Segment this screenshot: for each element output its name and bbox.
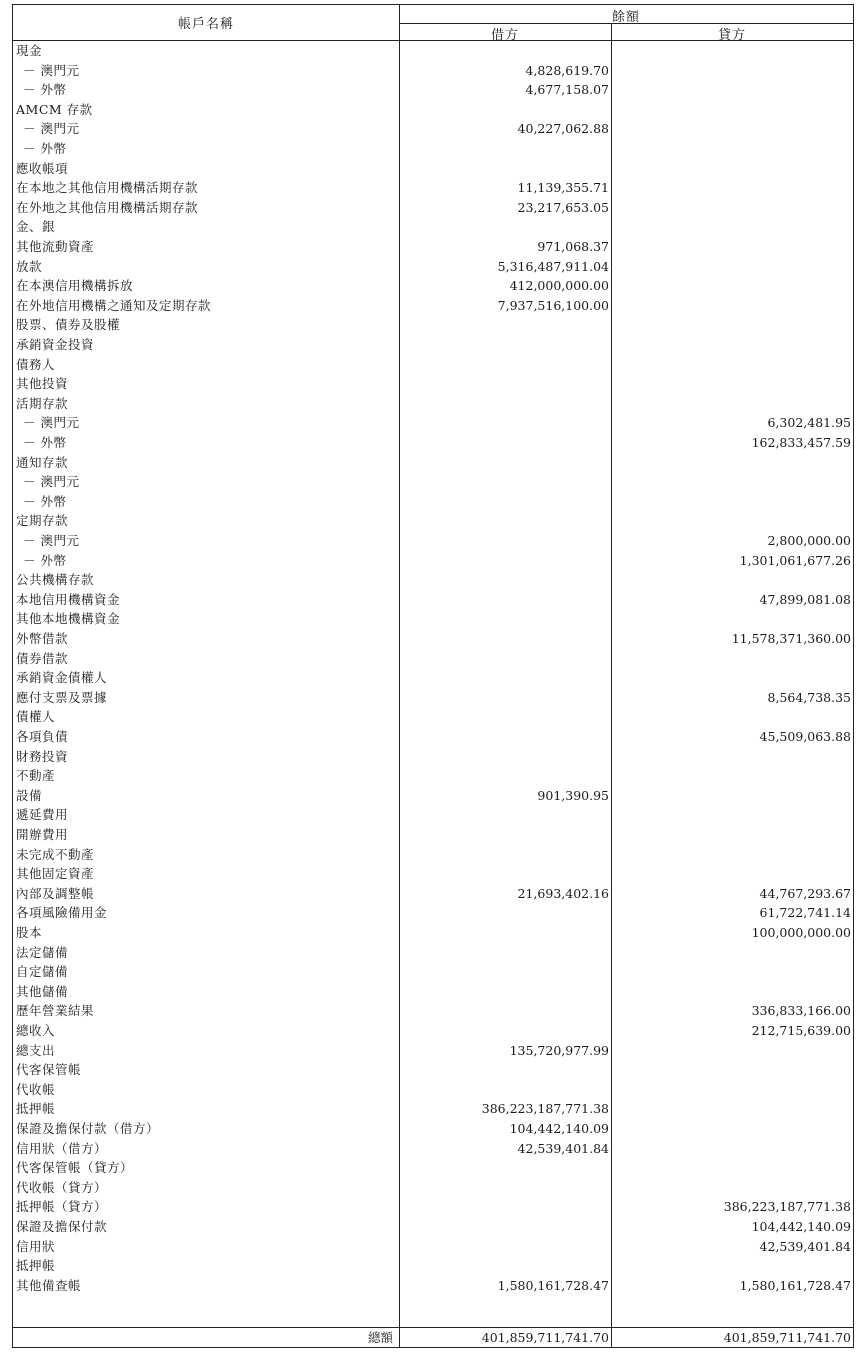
account-name: 外幣借款 [16, 631, 69, 646]
account-name: AMCM 存款 [16, 101, 93, 117]
account-name: － 澳門元 [23, 533, 80, 548]
table-row [13, 649, 853, 668]
total-credit: 401,859,711,741.70 [723, 1330, 851, 1345]
account-name: 本地信用機構資金 [16, 591, 121, 607]
debit-value: 42,539,401.84 [517, 1140, 609, 1156]
credit-value: 44,767,293.67 [759, 885, 851, 901]
account-name: － 外幣 [23, 435, 67, 450]
table-row [13, 335, 853, 354]
account-name: － 澳門元 [23, 62, 80, 78]
table-row [13, 864, 853, 883]
account-name: 總收入 [16, 1023, 56, 1038]
table-row [13, 1001, 853, 1020]
account-name: 在本地之其他信用機構活期存款 [16, 180, 199, 196]
table-row [13, 1021, 853, 1040]
account-name: 其他流動資產 [16, 239, 95, 254]
table-row [13, 413, 853, 432]
debit-value: 11,139,355.71 [517, 180, 609, 196]
account-name: 其他投資 [16, 376, 69, 392]
account-name: 歷年營業結果 [16, 1003, 95, 1019]
debit-value: 971,068.37 [537, 239, 609, 254]
table-row [13, 1041, 853, 1060]
account-name: 公共機構存款 [16, 572, 95, 588]
account-name: 內部及調整帳 [16, 885, 95, 901]
table-row [13, 727, 853, 746]
account-name: － 澳門元 [23, 474, 80, 490]
account-name: 其他固定資產 [16, 866, 95, 882]
credit-value: 100,000,000.00 [751, 925, 851, 940]
account-name: － 澳門元 [23, 121, 80, 137]
account-name: 承銷資金債權人 [16, 670, 108, 686]
account-name: － 澳門元 [23, 415, 80, 431]
account-name: 債券借款 [16, 650, 69, 666]
table-row [13, 315, 853, 334]
total-label: 總額 [367, 1330, 393, 1345]
table-row [13, 786, 853, 805]
account-name: 抵押帳（貸方） [16, 1199, 108, 1215]
table-row [13, 805, 853, 824]
credit-value: 42,539,401.84 [759, 1238, 851, 1254]
account-name: 定期存款 [16, 513, 69, 529]
debit-value: 901,390.95 [537, 787, 609, 803]
account-name: 代客保管帳 [16, 1062, 82, 1078]
debit-value: 386,223,187,771.38 [481, 1101, 609, 1117]
account-name: 未完成不動產 [16, 846, 95, 862]
account-name: － 外幣 [23, 552, 67, 568]
table-row [13, 551, 853, 570]
table-row [13, 1256, 853, 1275]
table-row [13, 668, 853, 687]
account-name: 設備 [16, 787, 43, 803]
credit-value: 6,302,481.95 [767, 415, 851, 431]
account-name: － 外幣 [23, 493, 67, 509]
table-row [13, 1060, 853, 1079]
header-debit: 借方 [490, 28, 519, 43]
account-name: 債務人 [16, 356, 56, 372]
table-row [13, 825, 853, 844]
table-row [13, 61, 853, 80]
account-name: 應收帳項 [16, 160, 69, 176]
table-row [13, 374, 853, 393]
table-row [13, 198, 853, 217]
debit-value: 4,828,619.70 [525, 62, 609, 78]
table-row [13, 747, 853, 766]
account-name: 各項風險備用金 [16, 905, 108, 921]
account-name: 代收帳 [16, 1081, 56, 1097]
debit-value: 1,580,161,728.47 [497, 1277, 609, 1293]
table-row [13, 80, 853, 99]
credit-value: 8,564,738.35 [767, 689, 851, 705]
table-row [13, 1237, 853, 1256]
credit-value: 1,580,161,728.47 [739, 1277, 851, 1293]
account-name: 活期存款 [16, 395, 69, 411]
table-row [13, 139, 853, 158]
debit-value: 135,720,977.99 [509, 1042, 609, 1058]
account-name: 在本澳信用機構拆放 [16, 278, 134, 294]
table-row [13, 766, 853, 785]
table-row [13, 1197, 853, 1216]
account-name: 金、銀 [16, 219, 56, 235]
table-row [13, 1158, 853, 1177]
table-row [13, 903, 853, 922]
account-name: 在外地信用機構之通知及定期存款 [16, 297, 212, 313]
account-name: 開辦費用 [16, 827, 69, 842]
account-name: 現金 [16, 43, 43, 58]
account-name: － 外幣 [23, 141, 67, 156]
account-name: 承銷資金投資 [16, 337, 95, 352]
account-name: 信用狀（借方） [16, 1140, 108, 1156]
table-row [13, 982, 853, 1001]
account-name: 財務投資 [16, 748, 69, 764]
debit-value: 4,677,158.07 [525, 82, 609, 98]
account-name: 其他備查帳 [16, 1277, 82, 1293]
table-row [13, 433, 853, 452]
credit-value: 47,899,081.08 [759, 591, 851, 607]
table-row [13, 276, 853, 295]
total-row [13, 1328, 853, 1348]
table-row [13, 707, 853, 726]
table-row [13, 943, 853, 962]
table-row [13, 609, 853, 628]
table-row [13, 178, 853, 197]
debit-value: 7,937,516,100.00 [497, 297, 609, 313]
debit-value: 412,000,000.00 [509, 278, 609, 294]
account-name: 抵押帳 [16, 1258, 56, 1274]
account-name: 債權人 [16, 709, 56, 725]
credit-value: 336,833,166.00 [751, 1003, 851, 1019]
table-row [13, 962, 853, 981]
account-name: 保證及擔保付款（借方） [16, 1121, 160, 1136]
trial-balance-table [12, 4, 854, 1348]
table-row [13, 217, 853, 236]
table-row [13, 845, 853, 864]
credit-value: 212,715,639.00 [751, 1023, 851, 1038]
account-name: 保證及擔保付款 [16, 1219, 108, 1234]
table-row [13, 1099, 853, 1118]
credit-value: 1,301,061,677.26 [739, 552, 851, 568]
table-row [13, 100, 853, 119]
table-row [13, 1080, 853, 1099]
total-debit: 401,859,711,741.70 [481, 1330, 609, 1345]
account-name: 股票、債券及股權 [16, 317, 121, 333]
account-name: 總支出 [16, 1042, 56, 1058]
table-row [13, 629, 853, 648]
debit-value: 104,442,140.09 [509, 1121, 609, 1136]
table-row [13, 1276, 853, 1295]
table-row [13, 355, 853, 374]
table-row [13, 531, 853, 550]
account-name: － 外幣 [23, 82, 67, 98]
account-name: 其他本地機構資金 [16, 611, 121, 627]
table-row [13, 453, 853, 472]
debit-value: 5,316,487,911.04 [497, 258, 609, 274]
table-row [13, 257, 853, 276]
credit-value: 61,722,741.14 [759, 905, 851, 921]
table-row [13, 1119, 853, 1138]
table-row [13, 511, 853, 530]
credit-value: 386,223,187,771.38 [723, 1199, 851, 1215]
debit-value: 21,693,402.16 [517, 885, 609, 901]
table-row [13, 688, 853, 707]
header-account-name: 帳戶名稱 [177, 17, 234, 32]
credit-value: 2,800,000.00 [767, 533, 851, 548]
table-row [13, 590, 853, 609]
table-row [13, 884, 853, 903]
table-row [13, 394, 853, 413]
table-row [13, 1178, 853, 1197]
header-credit: 貸方 [717, 28, 746, 43]
table-row [13, 923, 853, 942]
credit-value: 162,833,457.59 [751, 435, 851, 450]
credit-value: 45,509,063.88 [759, 729, 851, 744]
table-row [13, 1139, 853, 1158]
account-name: 信用狀 [16, 1238, 56, 1254]
table-row [13, 119, 853, 138]
account-name: 通知存款 [16, 454, 69, 470]
account-name: 股本 [16, 925, 43, 940]
table-row [13, 472, 853, 491]
account-name: 放款 [16, 258, 43, 274]
table-row [13, 570, 853, 589]
table-row [13, 41, 853, 60]
table-row [13, 1217, 853, 1236]
account-name: 抵押帳 [16, 1101, 56, 1117]
account-name: 其他儲備 [16, 983, 69, 999]
table-row [13, 492, 853, 511]
account-name: 自定儲備 [16, 964, 69, 980]
account-name: 不動產 [16, 768, 56, 784]
account-name: 代收帳（貸方） [16, 1179, 108, 1195]
account-name: 遞延費用 [16, 807, 69, 823]
account-name: 法定儲備 [16, 944, 69, 960]
credit-value: 104,442,140.09 [751, 1219, 851, 1234]
account-name: 代客保管帳（貸方） [16, 1160, 134, 1176]
account-name: 應付支票及票據 [16, 689, 108, 705]
debit-value: 23,217,653.05 [517, 199, 609, 215]
credit-value: 11,578,371,360.00 [731, 631, 851, 646]
debit-value: 40,227,062.88 [517, 121, 609, 137]
account-name: 各項負債 [16, 729, 69, 744]
table-row [13, 237, 853, 256]
account-name: 在外地之其他信用機構活期存款 [16, 199, 199, 215]
table-row [13, 159, 853, 178]
table-row [13, 296, 853, 315]
header-balance: 餘額 [611, 10, 640, 25]
